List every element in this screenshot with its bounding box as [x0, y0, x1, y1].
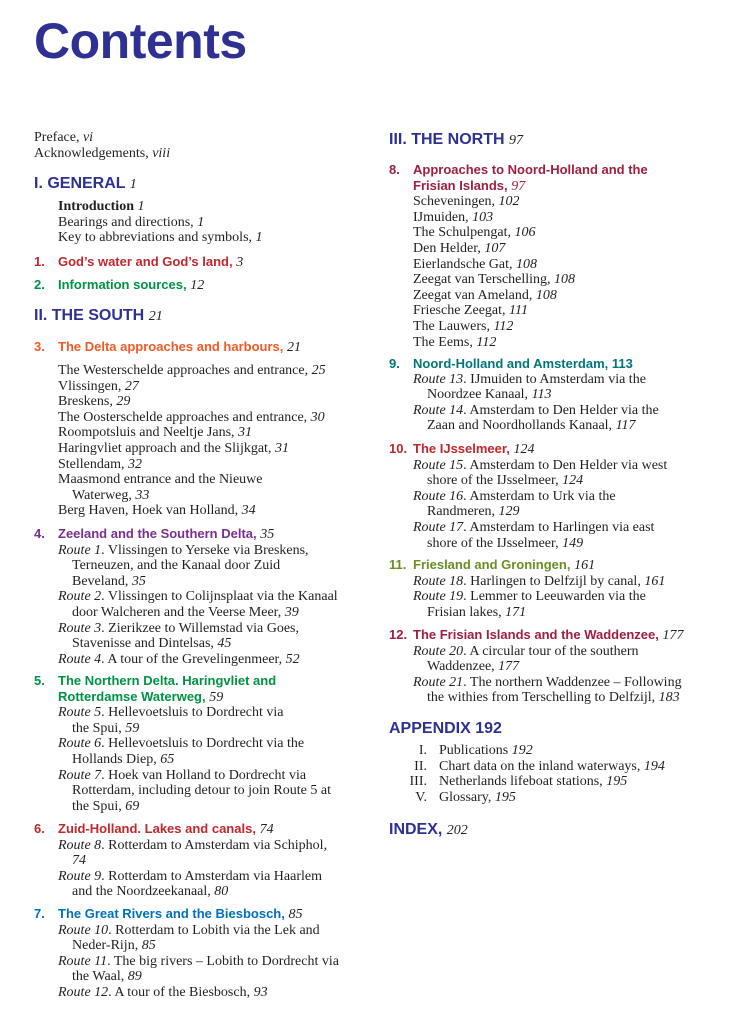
route-13-cont: Noordzee Kanaal, 113: [427, 387, 552, 403]
list-item[interactable]: The Lauwers, 112: [413, 318, 514, 334]
chapter-9: [389, 356, 719, 434]
route-1[interactable]: Route 1. Vlissingen to Yerseke via Breskens,: [58, 542, 309, 558]
route-5[interactable]: Route 5. Hellevoetsluis to Dordrecht via: [58, 705, 284, 721]
list-item[interactable]: Maasmond entrance and the Nieuwe: [58, 472, 263, 488]
chapter-12: [389, 627, 719, 706]
route-list: [34, 705, 374, 814]
route-9[interactable]: Route 9. Rotterdam to Amsterdam via Haarlem: [58, 868, 322, 884]
route-list: [34, 838, 374, 900]
intro-item[interactable]: Bearings and directions, 1: [58, 214, 205, 230]
chapter-heading[interactable]: 6. Zuid-Holland. Lakes and canals, 74: [34, 821, 274, 837]
part-general: [34, 175, 374, 194]
part-heading[interactable]: I. GENERAL 1: [34, 175, 137, 192]
list-item[interactable]: The Eems, 112: [413, 334, 497, 350]
appendix-item[interactable]: III. Netherlands lifeboat stations, 195: [409, 774, 628, 790]
list-item[interactable]: Zeegat van Terschelling, 108: [413, 272, 576, 288]
page-title: Contents: [34, 13, 247, 69]
route-6-cont: Hollands Diep, 65: [72, 751, 175, 767]
acknowledgements-entry[interactable]: Acknowledgements, viii: [34, 145, 171, 161]
chapter-heading[interactable]: 5. The Northern Delta. Haringvliet and: [34, 673, 277, 688]
route-19[interactable]: Route 19. Lemmer to Leeuwarden via the: [413, 589, 646, 605]
route-13[interactable]: Route 13. IJmuiden to Amsterdam via the: [413, 371, 646, 387]
introduction-entry[interactable]: Introduction 1: [58, 199, 145, 214]
list-item[interactable]: Roompotsluis and Neeltje Jans, 31: [58, 425, 253, 441]
route-5-cont: the Spui, 59: [72, 720, 140, 736]
route-11-cont: the Waal, 89: [72, 969, 142, 985]
route-8-cont: 74: [72, 853, 86, 869]
list-item[interactable]: Waterweg, 33: [72, 487, 150, 503]
route-19-cont: Frisian lakes, 171: [427, 604, 527, 620]
chapter-heading-cont[interactable]: Frisian Islands, 97: [413, 177, 526, 194]
route-9-cont: and the Noordzeekanaal, 80: [72, 884, 229, 900]
route-3[interactable]: Route 3. Zierikzee to Willemstad via Goes,: [58, 620, 299, 636]
part-north: [389, 131, 719, 150]
chapter-3-items: [34, 363, 374, 519]
chapter-10: [389, 441, 719, 551]
list-item[interactable]: Breskens, 29: [58, 394, 131, 410]
index-heading[interactable]: INDEX, 202: [389, 821, 468, 838]
route-11[interactable]: Route 11. The big rivers – Lobith to Dordrecht via: [58, 953, 339, 969]
chapter-8: [389, 162, 719, 350]
route-3-cont: Stavenisse and Dintelsas, 45: [72, 636, 232, 652]
chapter-heading-cont[interactable]: Rotterdamse Waterweg, 59: [58, 688, 224, 705]
list-item[interactable]: Zeegat van Ameland, 108: [413, 287, 557, 303]
route-list: [34, 543, 374, 668]
chapter-heading[interactable]: 9. Noord-Holland and Amsterdam, 113: [389, 356, 633, 371]
chapter-heading[interactable]: 12. The Frisian Islands and the Waddenzee, 177: [389, 627, 684, 643]
route-14[interactable]: Route 14. Amsterdam to Den Helder via the: [413, 402, 659, 418]
route-7-cont: Rotterdam, including detour to join Route 5 at: [72, 783, 331, 799]
list-item[interactable]: Berg Haven, Hoek van Holland, 34: [58, 503, 256, 519]
route-15-cont: shore of the IJsselmeer, 124: [427, 473, 584, 489]
route-17-cont: shore of the IJsselmeer, 149: [427, 535, 584, 551]
list-item[interactable]: The Schulpengat, 106: [413, 225, 536, 241]
route-1-cont: Beveland, 35: [72, 573, 146, 589]
chapter-heading[interactable]: 2. Information sources, 12: [34, 277, 205, 293]
front-matter: [34, 130, 374, 161]
route-17[interactable]: Route 17. Amsterdam to Harlingen via east: [413, 519, 655, 535]
route-list: [34, 923, 374, 1001]
list-item[interactable]: Vlissingen, 27: [58, 378, 139, 394]
route-2-cont: door Walcheren and the Veerse Meer, 39: [72, 604, 299, 620]
route-10-cont: Neder-Rijn, 85: [72, 938, 156, 954]
chapter-11: [389, 557, 719, 620]
appendix-heading[interactable]: APPENDIX 192: [389, 720, 502, 737]
chapter-heading[interactable]: 3. The Delta approaches and harbours, 21: [34, 339, 302, 355]
route-7-cont: the Spui, 69: [72, 798, 140, 814]
preface-entry[interactable]: Preface, vi: [34, 130, 94, 145]
chapter-heading[interactable]: 11. Friesland and Groningen, 161: [389, 557, 596, 573]
appendix-item[interactable]: V. Glossary, 195: [415, 789, 516, 805]
index: [389, 821, 719, 840]
chapter-heading[interactable]: 4. Zeeland and the Southern Delta, 35: [34, 526, 275, 542]
harbour-list: [389, 194, 719, 350]
part-south: [34, 307, 374, 326]
route-15[interactable]: Route 15. Amsterdam to Den Helder via west: [413, 457, 668, 473]
route-20[interactable]: Route 20. A circular tour of the southern: [413, 643, 639, 659]
route-list: [389, 574, 719, 621]
route-10[interactable]: Route 10. Rotterdam to Lobith via the Lek and: [58, 922, 320, 938]
route-6[interactable]: Route 6. Hellevoetsluis to Dordrecht via the: [58, 736, 305, 752]
route-12[interactable]: Route 12. A tour of the Biesbosch, 93: [58, 984, 268, 1000]
route-16-cont: Randmeren, 129: [427, 504, 520, 520]
route-20-cont: Waddenzee, 177: [427, 659, 520, 675]
chapter-1: [34, 254, 374, 271]
route-2[interactable]: Route 2. Vlissingen to Colijnsplaat via the Kanaal: [58, 589, 338, 605]
chapter-5: [34, 673, 374, 814]
chapter-2: [34, 277, 374, 294]
route-14-cont: Zaan and Noordhollands Kanaal, 117: [427, 418, 636, 434]
chapter-heading[interactable]: 10. The IJsselmeer, 124: [389, 441, 535, 457]
list-item[interactable]: IJmuiden, 103: [413, 209, 494, 225]
route-21-cont: the withies from Terschelling to Delfzijl, 183: [427, 690, 680, 706]
route-1-cont: Terneuzen, and the Kanaal door Zuid: [72, 558, 281, 574]
route-16[interactable]: Route 16. Amsterdam to Urk via the: [413, 488, 616, 504]
chapter-3: [34, 339, 374, 356]
route-list: [389, 644, 719, 706]
route-list: [389, 458, 719, 552]
chapter-heading[interactable]: 1. God’s water and God’s land, 3: [34, 254, 244, 270]
route-7[interactable]: Route 7. Hoek van Holland to Dordrecht via: [58, 767, 307, 783]
part-heading[interactable]: III. THE NORTH 97: [389, 131, 524, 148]
appendix-item[interactable]: II. Chart data on the inland waterways, 194: [414, 758, 665, 774]
list-item[interactable]: Stellendam, 32: [58, 456, 142, 472]
list-item[interactable]: The Westerschelde approaches and entrance, 25: [58, 363, 326, 378]
route-list: [389, 372, 719, 434]
route-8[interactable]: Route 8. Rotterdam to Amsterdam via Schiphol,: [58, 837, 328, 853]
chapter-heading[interactable]: 7. The Great Rivers and the Biesbosch, 85: [34, 906, 303, 922]
list-item[interactable]: Eierlandsche Gat, 108: [413, 256, 538, 272]
introduction-block: [34, 199, 374, 246]
chapter-6: [34, 821, 374, 900]
appendix: [389, 720, 719, 738]
route-18[interactable]: Route 18. Harlingen to Delfzijl by canal, 161: [413, 573, 666, 589]
list-item[interactable]: Den Helder, 107: [413, 240, 506, 256]
chapter-4: [34, 526, 374, 667]
list-item[interactable]: Friesche Zeegat, 111: [413, 303, 528, 319]
list-item[interactable]: The Oosterschelde approaches and entrance, 30: [58, 409, 325, 425]
chapter-heading[interactable]: 8. Approaches to Noord-Holland and the: [389, 162, 648, 177]
appendix-list: [389, 743, 719, 805]
route-4[interactable]: Route 4. A tour of the Grevelingenmeer, 52: [58, 651, 300, 667]
route-21[interactable]: Route 21. The northern Waddenzee – Following: [413, 674, 682, 690]
list-item[interactable]: Scheveningen, 102: [413, 194, 520, 210]
appendix-item[interactable]: I. Publications 192: [418, 743, 533, 758]
part-heading[interactable]: II. THE SOUTH 21: [34, 307, 163, 324]
chapter-7: [34, 906, 374, 1001]
intro-item[interactable]: Key to abbreviations and symbols, 1: [58, 230, 263, 246]
list-item[interactable]: Haringvliet approach and the Slijkgat, 31: [58, 440, 289, 456]
